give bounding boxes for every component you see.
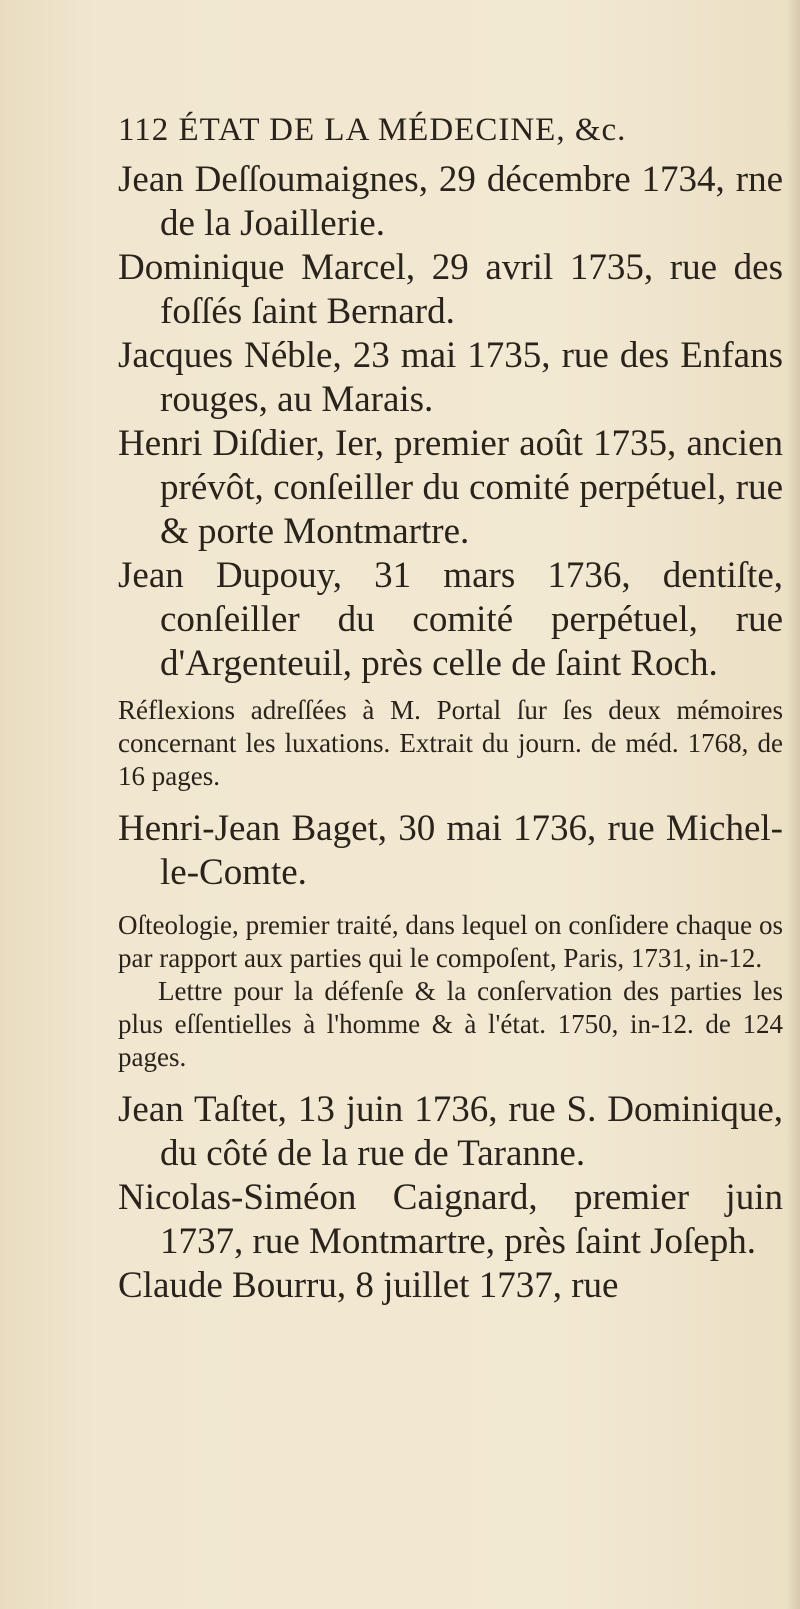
entry-baget: Henri-Jean Baget, 30 mai 1736, rue Michel-le-Comte. [118, 808, 783, 893]
entry-bourru: Claude Bourru, 8 juillet 1737, rue [118, 1265, 619, 1306]
entry-marcel: Dominique Marcel, 29 avril 1735, rue des foſſés ſaint Bernard. [118, 247, 783, 332]
entry-disdier: Henri Diſdier, Ier, premier août 1735, ancien prévôt, conſeiller du comité perpétuel, rue & porte Montmartre. [118, 423, 783, 552]
entry-dessoumaignes: Jean Deſſoumaignes, 29 décembre 1734, rne de la Joaillerie. [118, 159, 783, 244]
page-gutter-shadow [786, 0, 800, 1609]
entry-caignard: Nicolas-Siméon Caignard, premier juin 1737, rue Montmartre, près ſaint Joſeph. [118, 1177, 783, 1262]
entry-tastet: Jean Taſtet, 13 juin 1736, rue S. Dominique, du côté de la rue de Taranne. [118, 1089, 783, 1174]
work-lettre: Lettre pour la défenſe & la conſervation des parties les plus eſſentielles à l'homme & à l'état. 1750, in-12. de 124 pages. [118, 976, 783, 1072]
work-reflexions: Réflexions adreſſées à M. Portal ſur ſes deux mémoires concernant les luxations. Extrait du journ. de méd. 1768, de 16 pages. [118, 695, 783, 791]
running-header: 112 ÉTAT DE LA MÉDECINE, &c. [118, 112, 627, 148]
work-osteologie: Oſteologie, premier traité, dans lequel on conſidere chaque os par rapport aux parties qui le compoſent, Paris, 1731, in-12. [118, 910, 783, 973]
entry-neble: Jacques Néble, 23 mai 1735, rue des Enfans rouges, au Marais. [118, 335, 783, 420]
entry-dupouy: Jean Dupouy, 31 mars 1736, dentiſte, conſeiller du comité perpétuel, rue d'Argenteuil, près celle de ſaint Roch. [118, 555, 783, 684]
page-body [118, 158, 783, 1308]
